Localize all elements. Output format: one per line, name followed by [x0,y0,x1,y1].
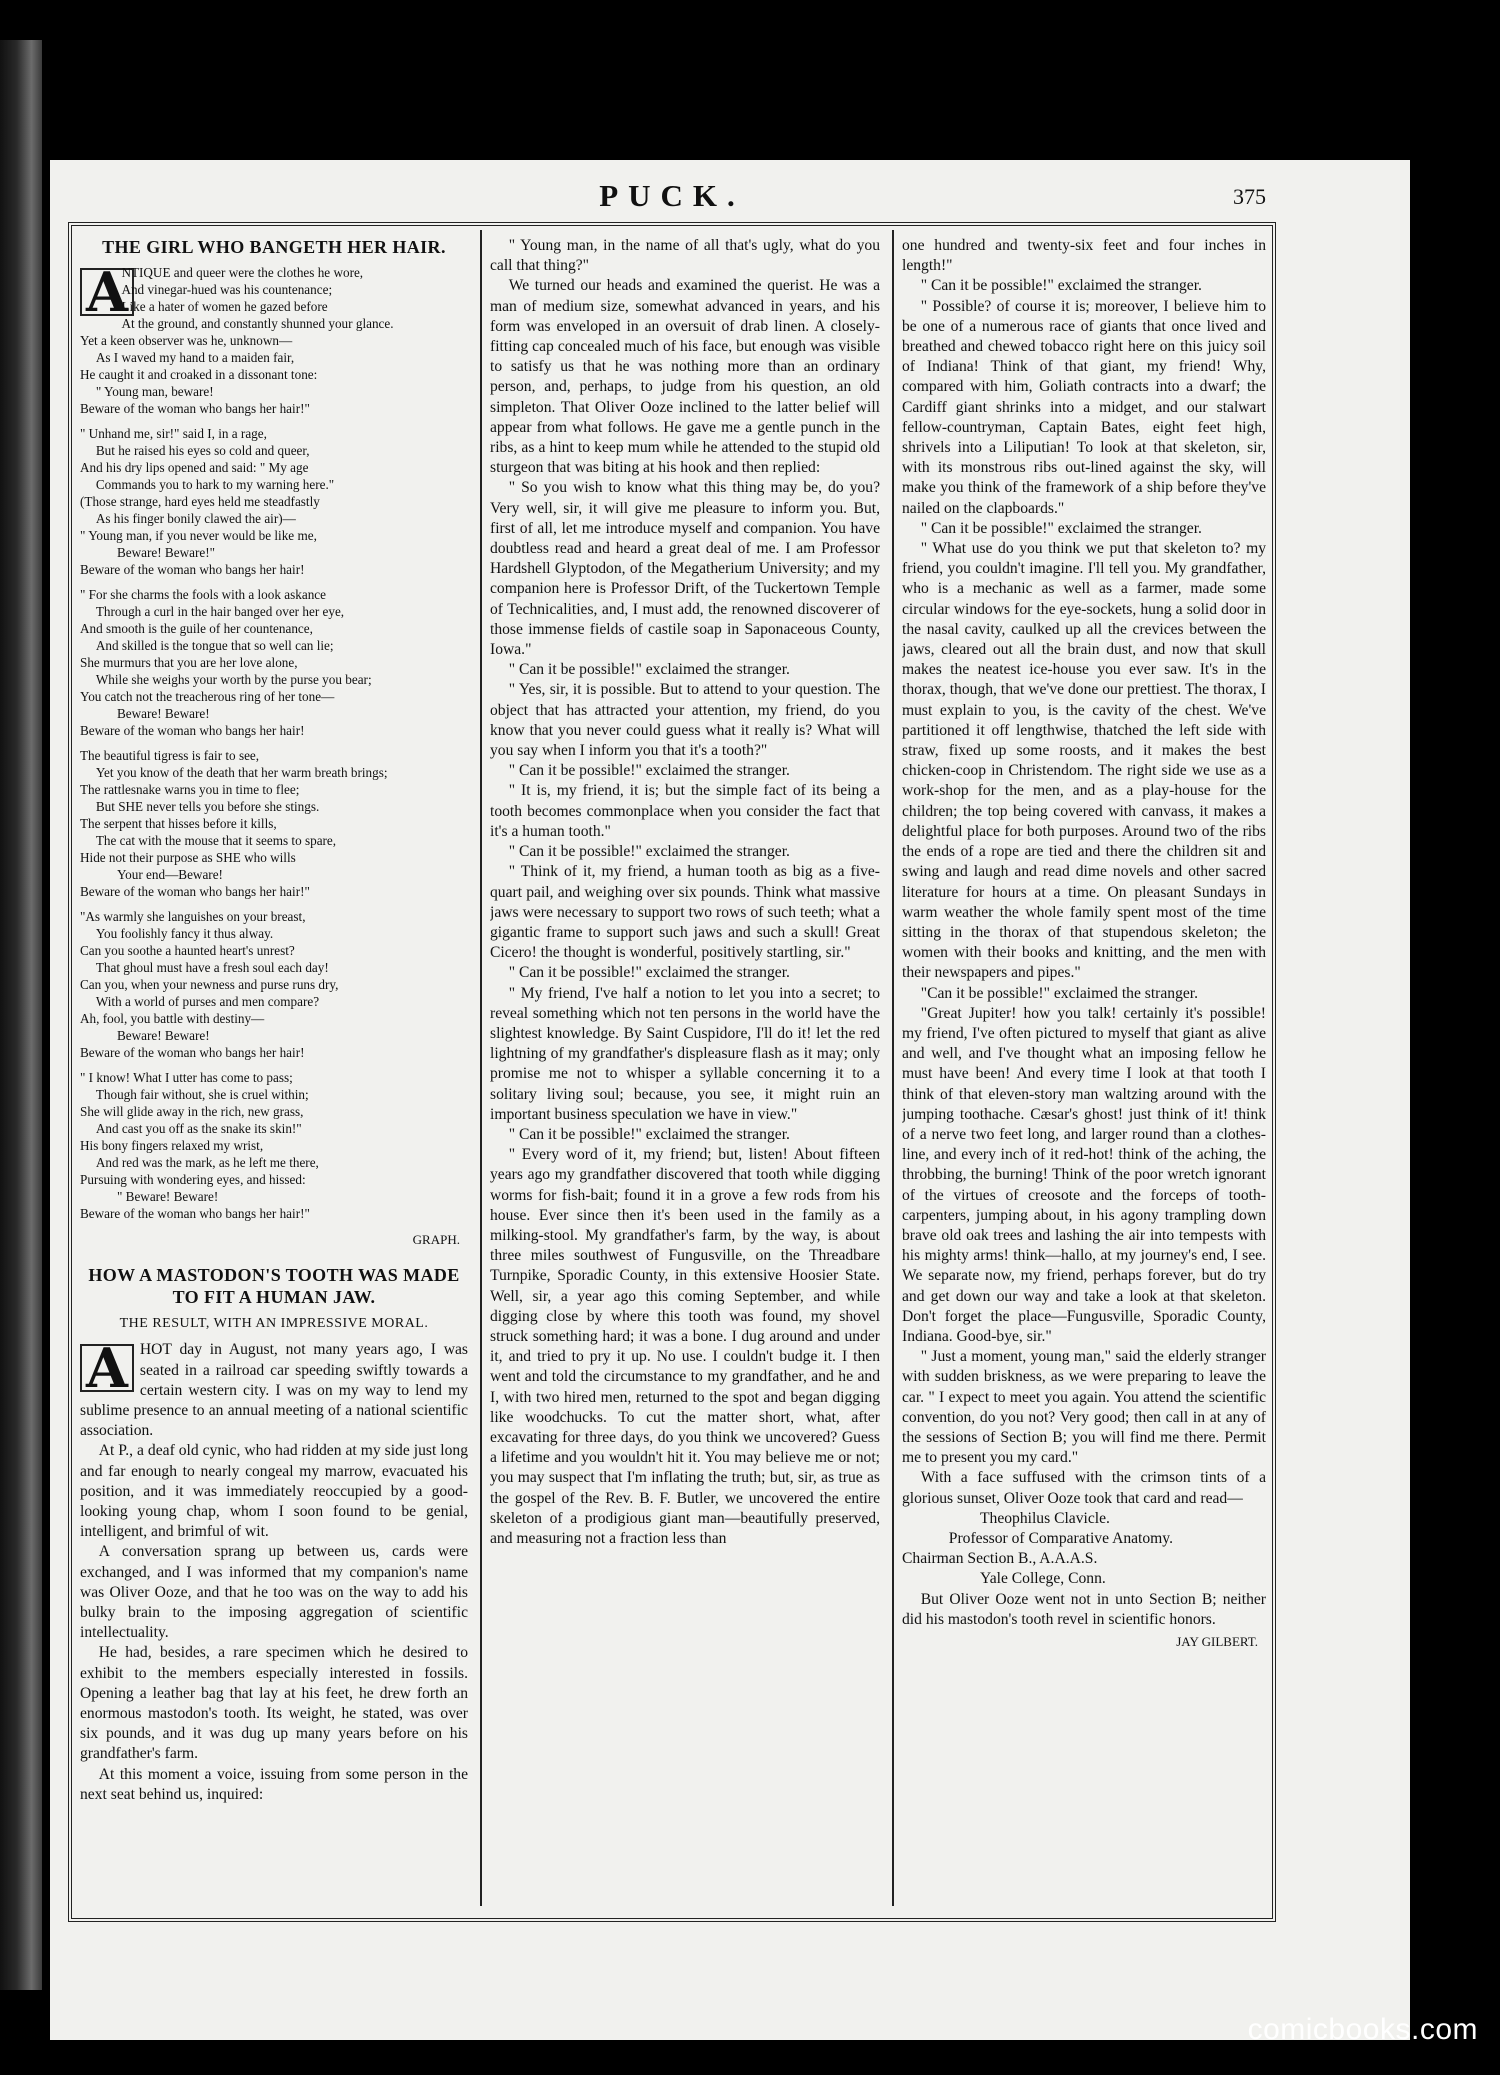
poem-stanza [80,908,468,1061]
story-paragraph: At this moment a voice, issuing from some person in the next seat behind us, inquired: [80,1765,468,1803]
page-number: 375 [1233,184,1266,209]
poem-line: Beware of the woman who bangs her hair! [80,562,305,577]
story-paragraph: "Great Jupiter! how you talk! certainly it's possible! my friend, I've often pictured to myself that giant as alive and well, and I've thought what an imposing fellow he must have been! And every time I look at that tooth I think of that eleven-story man waltzing around with the jumping toothache. Cæsar's ghost! just think of it! think of a nerve two feet long, and larger round than a clothes-line, and every inch of it red-hot! think of the aching, the throbbing, the burning! Think of the poor wretch ignorant of the virtues of creosote and the forceps of tooth-carpenters, jumping about, in his agony trampling down brave old oak trees and lashing the air into tempests with his mighty arms! think—hallo, at my journey's end, I see. We separate now, my friend, perhaps forever, but do try and get down our way and take a look at that skeleton. Don't forget the place—Fungusville, Sporadic County, Indiana. Good-bye, sir." [902,1004,1266,1345]
story-col1 [80,1336,468,1805]
poem-line: With a world of purses and men compare? [95,994,320,1009]
story-paragraph: " What use do you think we put that skeleton to? my friend, you couldn't imagine. I'll tell you. My grandfather, who is a mechanic as well as a farmer, made some circular windows for the eye-sockets, hung a solid door in the nasal cavity, caulked up all the crevices between the jaws, cleared out all the brain dust, and now that skull makes the neatest ice-house you ever saw. It's in the thorax, though, that we've done our prettiest. The thorax, I must explain to you, is the cavity of the chest. We've partitioned it off lengthwise, thatched the left side with straw, fixed up some roosts, and it makes the best chicken-coop in Christendom. The right side we use as a work-shop for the men, and as a play-house for the children; the top being covered with canvass, it makes a delightful place for both purposes. Around two of the ribs the ends of a rope are tied and there the children sit and swing and laugh and read dime novels and other sacred literature for hours at a time. On pleasant Sundays in warm weather the whole family spent most of the time sitting in the thorax of that stupendous skeleton; the women with their books and knitting, and the men with their newspapers and pipes." [902,540,1266,982]
story-paragraph: " Think of it, my friend, a human tooth as big as a five-quart pail, and weighing over six pounds. Think what massive jaws were necessary to support two rows of such teeth; what a gigantic frame to support such jaws and such a skull! Great Cicero! the thought is wonderful, positively startling, sir." [490,863,880,962]
poem-line: Beware! Beware! [116,706,210,721]
story-paragraph: At P., a deaf old cynic, who had ridden at my side just long and far enough to nearly congeal my marrow, evacuated his position, and it was immediately reoccupied by a good-looking young chap, whom I soon found to be genial, intelligent, and brimful of wit. [80,1442,468,1541]
poem-stanza [80,747,468,900]
story-paragraph: " It is, my friend, it is; but the simple fact of its being a tooth becomes commonplace when you consider the fact that it's a human tooth." [490,782,880,840]
poem-line: " Unhand me, sir!" said I, in a rage, [80,426,267,441]
adjacent-page-edge [0,40,42,1990]
poem-line: And red was the mark, as he left me there, [95,1155,319,1170]
story-paragraph: " Can it be possible!" exclaimed the stranger. [508,1125,790,1143]
column-3 [902,236,1266,1898]
column-1 [80,236,468,1898]
story-paragraph: " Can it be possible!" exclaimed the stranger. [508,843,790,861]
poem-line: "As warmly she languishes on your breast, [80,909,306,924]
poem-line: Beware! Beware!" [116,545,215,560]
column-rule [480,230,482,1906]
story-ending: But Oliver Ooze went not in unto Section B; neither did his mastodon's tooth revel in scientific honors. [902,1590,1266,1628]
poem-line: Yet a keen observer was he, unknown— [80,333,293,348]
poem-stanza [80,425,468,578]
poem-title: THE GIRL WHO BANGETH HER HAIR. [102,237,446,257]
story-paragraph: He had, besides, a rare specimen which he desired to exhibit to the members especially interested in fossils. Opening a leather bag that lay at his feet, he drew forth an enormous mastodon's tooth. Its weight, he stated, was over six pounds, and it was dug up many years before on his grandfather's farm. [80,1644,468,1763]
poem-line: But SHE never tells you before she stings. [95,799,320,814]
poem-line: The beautiful tigress is fair to see, [80,748,260,763]
story-paragraph: " Can it be possible!" exclaimed the stranger. [508,661,790,679]
poem-line: And his dry lips opened and said: " My age [80,460,309,475]
story-paragraph: " Young man, in the name of all that's ugly, what do you call that thing?" [490,237,880,275]
poem-stanza [80,260,468,417]
poem-line: Ah, fool, you battle with destiny— [80,1011,265,1026]
card-title: Professor of Comparative Anatomy. [948,1530,1173,1547]
watermark: comicbooks.com [1247,2013,1478,2046]
column-rule [892,230,894,1906]
poem-line: You foolishly fancy it thus alway. [95,926,274,941]
story-paragraph: " Can it be possible!" exclaimed the stranger. [920,519,1202,537]
poem-line: His bony fingers relaxed my wrist, [80,1138,264,1153]
poem-line: And cast you off as the snake its skin!" [95,1121,302,1136]
poem-line: Commands you to hark to my warning here." [95,477,335,492]
poem-line: Pursuing with wondering eyes, and hissed: [80,1172,306,1187]
story-paragraph: one hundred and twenty-six feet and four inches in length!" [902,237,1266,275]
poem-line: Your end—Beware! [116,867,223,882]
story-paragraph: " Can it be possible!" exclaimed the stranger. [508,762,790,780]
story-signature: JAY GILBERT. [1176,1634,1258,1650]
story-paragraph: " Possible? of course it is; moreover, I believe him to be one of a numerous race of giants that once lived and breathed and chewed tobacco right here on this juicy soil of Indiana! Think of that giant, my friend! Why, compared with him, Goliath contracts into a dwarf; the Cardiff giant shrinks into a midget, and our stalwart fellow-countryman, Captain Bates, eight feet high, shrivels into a Liliputian! To look at that skeleton, sir, with its monstrous ribs out-lined against the sky, will make you think of the framework of a ship before they've nailed on the clapboards." [902,297,1266,517]
poem-line: " Beware! Beware! [116,1189,219,1204]
poem-line: You catch not the treacherous ring of her tone— [80,689,335,704]
card-name: Theophilus Clavicle. [980,1509,1110,1527]
poem-line: At the ground, and constantly shunned your glance. [121,316,394,331]
story-col3 [902,236,1266,1509]
poem-stanza [80,586,468,739]
card-chairman: Chairman Section B., A.A.A.S. [902,1550,1098,1568]
story-paragraph: With a face suffused with the crimson tints of a glorious sunset, Oliver Ooze took that card and read— [902,1469,1266,1507]
poem-line: NTIQUE and queer were the clothes he wore, [121,265,364,280]
poem-line: " For she charms the fools with a look askance [80,587,326,602]
story-drop-cap: A [80,1344,134,1392]
story-paragraph: A HOT day in August, not many years ago, I was seated in a railroad car speeding swiftly towards a certain western city. I was on my way to lend my sublime presence to an annual meeting of a national scientific association. [80,1336,468,1440]
story-paragraph: " Just a moment, young man," said the elderly stranger with sudden briskness, as we were preparing to leave the car. " I expect to meet you again. You attend the scientific convention, do you not? Very good; then call in at any of the sessions of Section B; you will find me there. Permit me to present you my card." [902,1348,1266,1467]
story-paragraph: " Can it be possible!" exclaimed the stranger. [920,277,1202,295]
poem-line: She murmurs that you are her love alone, [80,655,298,670]
poem-line: " I know! What I utter has come to pass; [80,1070,293,1085]
poem-line: The rattlesnake warns you in time to flee; [80,782,300,797]
poem-line: Though fair without, she is cruel within; [95,1087,309,1102]
poem-line: Can you, when your newness and purse runs dry, [80,977,339,992]
poem-line: " Young man, if you never would be like me, [80,528,317,543]
poem-line: The serpent that hisses before it kills, [80,816,277,831]
story-title: HOW A MASTODON'S TOOTH WAS MADE TO FIT A HUMAN JAW. [88,1265,460,1308]
poem-line: Through a curl in the hair banged over her eye, [95,604,345,619]
column-2 [490,236,880,1898]
poem-drop-cap: A [80,268,134,316]
story-subtitle: THE RESULT, WITH AN IMPRESSIVE MORAL. [119,1316,429,1332]
story-paragraph: " Yes, sir, it is possible. But to attend to your question. The object that has attracted your attention, my friend, do you know that you never could guess what it really is? What will you say when I inform you that it's a tooth?" [490,681,880,760]
poem-line: Beware! Beware! [116,1028,210,1043]
poem-line: Beware of the woman who bangs her hair! [80,1045,305,1060]
poem-line: Beware of the woman who bangs her hair!" [80,401,310,416]
poem-line: And vinegar-hued was his countenance; [121,282,333,297]
poem-line: Like a hater of women he gazed before [121,299,328,314]
story-paragraph: We turned our heads and examined the querist. He was a man of medium size, somewhat advanced in years, and his form was enveloped in an oversuit of drab linen. A closely-fitting cap concealed much of his face, but enough was visible to satisfy us that he was nothing more than an ordinary person, and, perhaps, to judge from his question, an old simpleton. That Oliver Ooze inclined to the latter belief will appear from what follows. He gave me a gentle punch in the ribs, as a hint to keep mum while he attended to the stupid old sturgeon that was biting at his hook and then replied: [490,277,880,477]
poem-line: He caught it and croaked in a dissonant tone: [80,367,318,382]
story-paragraph: " So you wish to know what this thing may be, do you? Very well, sir, it will give me pleasure to inform you. But, first of all, let me introduce myself and companion. You have doubtless read and heard a great deal of me. I am Professor Hardshell Glyptodon, of the Megatherium University; and my companion here is Professor Drift, of the Tuckertown Temple of Technicalities, and, I must add, the renowned discoverer of those immense fields of castile soap in Saponaceous County, Iowa." [490,479,880,659]
poem-line: Beware of the woman who bangs her hair!" [80,884,310,899]
poem-stanza [80,1069,468,1222]
poem-line: She will glide away in the rich, new grass, [80,1104,304,1119]
poem-line: The cat with the mouse that it seems to spare, [95,833,337,848]
poem-line: (Those strange, hard eyes held me steadfastly [80,494,320,509]
story-paragraph: " My friend, I've half a notion to let you into a secret; to reveal something which not ten persons in the world have the slightest knowledge. By Saint Cuspidore, I'll do it! let the red lightning of my grandfather's displeasure flash as it may; only promise me not to whisper a syllable concerning it to a solitary living soul; because, you see, it might ruin an important business speculation we have in view." [490,984,880,1123]
story-paragraph: " Every word of it, my friend; but, listen! About fifteen years ago my grandfather discovered that tooth while digging worms for fish-bait; found it in a grove a few rods from his house. Ever since then it's been used in the family as a milking-stool. My grandfather's farm, by the way, is about three miles southwest of Fungusville, on the Threadbare Turnpike, Sporadic County, in this extensive Hoosier State. Well, sir, a year ago this coming September, and while digging close by where this tooth was found, my shovel struck something hard; it was a bone. I dug around and under it, and tried to pry it up. No use. I couldn't budge it. I then went and told the circumstance to my grandfather, and he and I, with two hired men, returned to the spot and began digging like woodchucks. To cut the matter short, what, after excavating for three days, do you think we uncovered? Guess a lifetime and you wouldn't hit it. You may believe me or not; you may suspect that I'm inflating the truth; but, sir, as true as the gospel of the Rev. B. F. Butler, we uncovered the entire skeleton of a prodigious giant man—beautifully preserved, and measuring not a fraction less than [490,1146,880,1547]
page-header [68,176,1276,216]
poem-line: That ghoul must have a fresh soul each day! [95,960,329,975]
masthead-title: PUCK. [599,178,745,213]
poem-line: Hide not their purpose as SHE who wills [80,850,296,865]
poem-line: As I waved my hand to a maiden fair, [95,350,295,365]
story-paragraph: " Can it be possible!" exclaimed the stranger. [508,964,790,982]
poem-line: But he raised his eyes so cold and queer, [95,443,310,458]
card-college: Yale College, Conn. [980,1570,1106,1588]
poem-line: " Young man, beware! [95,384,214,399]
poem-line: Beware of the woman who bangs her hair! [80,723,305,738]
poem-line: As his finger bonily clawed the air)— [95,511,296,526]
poem-body [80,260,468,1222]
poem-line: And smooth is the guile of her countenance, [80,621,313,636]
poem-line: Beware of the woman who bangs her hair!" [80,1206,310,1221]
poem-line: While she weighs your worth by the purse you bear; [95,672,372,687]
poem-line: And skilled is the tongue that so well can lie; [95,638,334,653]
poem-line: Yet you know of the death that her warm breath brings; [95,765,388,780]
story-paragraph: "Can it be possible!" exclaimed the stranger. [920,984,1199,1002]
poem-line: Can you soothe a haunted heart's unrest? [80,943,295,958]
poem-signature: GRAPH. [412,1232,460,1247]
story-paragraph: A conversation sprang up between us, cards were exchanged, and I was informed that my companion's name was Oliver Ooze, and that he too was on the way to add his bulky brain to the imposing aggregation of scientific intellectuality. [80,1543,468,1642]
